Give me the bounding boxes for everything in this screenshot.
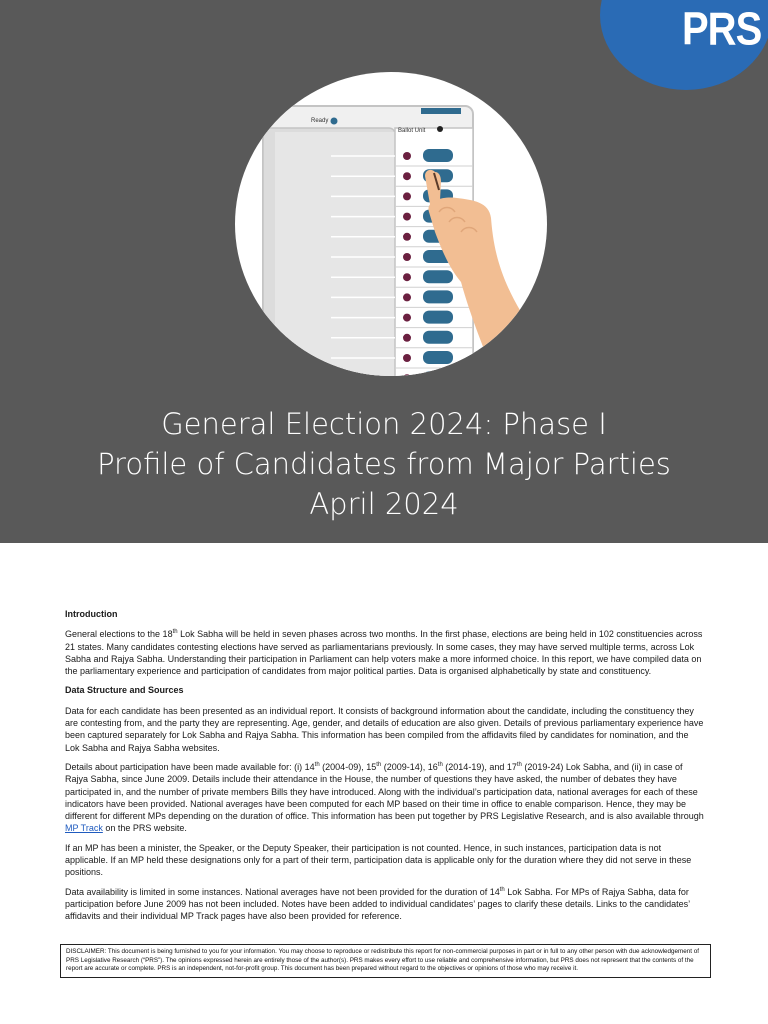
report-title — [0, 404, 768, 524]
voting-machine-icon — [235, 72, 547, 376]
ordinal-sup: th — [499, 886, 505, 893]
ready-light-icon — [331, 118, 338, 125]
text-span: Data availability is limited in some instances. National averages have not been provided for the duration of 14 — [65, 886, 500, 897]
text-span: (2004-09), 15 — [319, 761, 377, 772]
lamp-icon — [403, 273, 411, 281]
data-structure-paragraph-1: Data for each candidate has been presented as an individual report. It consists of background information about the candidate, including the constituency they are contesting from, and the party they are representing. Age, gender, and details of education are also given. Details of previous parliamentary experience have been captured separately for Lok Sabha and Rajya Sabha. This information has been compiled from the affidavits filed by candidates for nomination, and the Lok Sabha and Rajya Sabha websites. — [65, 705, 704, 753]
text-span: (2014-19), and 17 — [442, 761, 517, 772]
prs-logo-text: PRS — [682, 4, 762, 55]
vote-button-icon — [423, 311, 453, 324]
vote-button-icon — [423, 371, 453, 376]
text-span: Details about participation have been made available for: (i) 14 — [65, 761, 315, 772]
lamp-icon — [403, 192, 411, 200]
text-span: (2009-14), 16 — [381, 761, 438, 772]
text-span: on the PRS website. — [102, 823, 187, 834]
lamp-icon — [403, 233, 411, 241]
mp-track-link[interactable]: MP Track — [65, 823, 103, 834]
data-structure-paragraph-4 — [65, 886, 705, 923]
introduction-heading: Introduction — [65, 609, 118, 619]
vote-button-icon — [423, 290, 453, 303]
report-body — [65, 608, 705, 930]
evm-illustration — [235, 72, 547, 376]
ordinal-sup: th — [314, 761, 320, 768]
ballot-unit-label: Ballot Unit — [398, 128, 426, 134]
title-line-1: General Election 2024: Phase I — [161, 407, 607, 441]
lamp-icon — [403, 334, 411, 342]
lamp-icon — [403, 293, 411, 301]
data-structure-heading: Data Structure and Sources — [65, 685, 184, 696]
text-span: General elections to the 18 — [65, 629, 173, 640]
lamp-icon — [403, 172, 411, 180]
lamp-icon — [403, 213, 411, 221]
lamp-icon — [403, 253, 411, 261]
text-span: Lok Sabha. For MPs of Rajya Sabha, data for participation before June 2009 has not been included. Notes have been added to individual candidates’ pages to clarify these details. Links to the candidates’ affidavits and their individual MP Track pages have also been provided for reference. — [65, 886, 690, 922]
text-span: (2019-24) Lok Sabha, and (ii) in case of Rajya Sabha, since June 2009. Details include their attendance in the House, the number of questions they have asked, the number of debates they have participated in, and the number of private members Bills they have introduced. Along with the individual’s participation data, national averages for each of these indicators have been provided. National averages have been computed for each MP based on their time in office to enable comparison. Hence, they may be different for different MPs depending on the duration of office. This information has been put together by PRS Legislative Research, and is also available through — [65, 761, 704, 822]
ordinal-sup: th — [376, 761, 382, 768]
data-structure-paragraph-3: If an MP has been a minister, the Speaker, or the Deputy Speaker, their participation is not counted. Hence, in such instances, participation data is not applicable. If an MP held these designations only for a part of their term, participation data is applicable only for the duration where they did not serve in these positions. — [65, 842, 692, 878]
lamp-icon — [403, 152, 411, 160]
vote-button-icon — [423, 149, 453, 162]
lamp-icon — [403, 314, 411, 322]
lamp-icon — [403, 354, 411, 362]
title-line-3: April 2024 — [309, 487, 459, 521]
vote-button-icon — [423, 331, 453, 344]
ready-label: Ready — [311, 118, 329, 124]
ordinal-sup: th — [516, 761, 522, 768]
data-structure-paragraph-2 — [65, 761, 705, 835]
introduction-paragraph — [65, 628, 705, 677]
text-span: Lok Sabha will be held in seven phases across two months. In the first phase, elections are being held in 102 constituencies across 21 states. Many candidates contesting elections have served as parliamentarians previously. In some cases, they may have served multiple terms, across Lok Sabha and Rajya Sabha. Understanding their participation in Parliament can help voters make a more informed choice. In this report, we have compiled data on the parliamentary experience and participation of candidates from major political parties. Data is organised alphabetically by state and constituency. — [65, 629, 703, 677]
title-line-2: Profile of Candidates from Major Parties — [97, 447, 671, 481]
vote-button-icon — [423, 351, 453, 364]
disclaimer-box: DISCLAIMER: This document is being furnished to you for your information. You may choose to reproduce or redistribute this report for non-commercial purposes in part or in full to any other person with due acknowledgement of PRS Legislative Research (“PRS”). The opinions expressed herein are entirely those of the author(s). PRS makes every effort to use reliable and comprehensive information, but PRS does not represent that the contents of the report are accurate or complete. PRS is an independent, not-for-profit group. This document has been prepared without regard to the objectives or opinions of those who may receive it. — [60, 944, 711, 978]
ordinal-sup: th — [172, 629, 178, 636]
vote-button-icon — [423, 270, 453, 283]
ordinal-sup: th — [437, 761, 443, 768]
